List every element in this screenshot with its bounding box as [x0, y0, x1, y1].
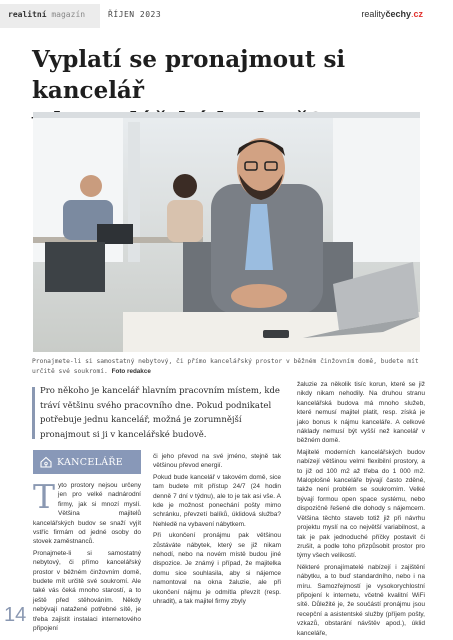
lead-paragraph: Pro někoho je kancelář hlavním pracovním místem, kde tráví většinu svého pracovního dne. Pokud podnikatel potřebuje jednu kancelář, možná je zorumnější pronajmout si ji v kancelářské budově.: [40, 386, 280, 441]
title-line-1: Vyplatí se pronajmout si kancelář: [32, 46, 346, 104]
body-column-3: [297, 380, 425, 640]
drop-cap: T: [33, 477, 56, 516]
magazine-brand: realitní magazín: [8, 10, 86, 19]
body-column-2: [153, 452, 281, 609]
site-logo: realityčechy.cz: [361, 9, 423, 19]
office-photo-illustration: [33, 112, 420, 352]
body-paragraph: či jeho převod na své jméno, stejně tak většinou převod energií.: [153, 453, 281, 470]
body-paragraph: Majitelé moderních kancelářských budov nabízejí většinou velmi flexibilní prostory, a to již od 100 m2 až třeba do 1 000 m2. Maloplošné kanceláře bývají často zděné, takže není problém se soukromím. Velké bývají formou open space systému, nebo dispozičně řešené dle dohody s nájemcem. Většina těchto staveb totiž již při návrhu projektu myslí na co největší variabilnost, a tak je pak jednoduché příčky postavit či zrušit, a podle toho přizpůsobit prostor pro týmy všech velikostí.: [297, 448, 425, 560]
article-photo: [33, 112, 420, 352]
house-key-icon: [39, 455, 53, 469]
body-column-1: [33, 477, 141, 636]
section-box-header: [33, 450, 141, 474]
body-paragraph: Pokud bude kancelář v takovém domě, sice tam budete mít přístup 24/7 (24 hodin denně 7 dní v týdnu), ale to je tak asi vše. A kde je možnost ponechání pošty mimo schránku, převzetí balíků, úklidová služba? Nehledě na vybavení nábytkem.: [153, 473, 281, 528]
body-paragraph: Tyto prostory nejsou určeny jen pro velké nadnárodní firmy, jak si mnozí myslí. Většina majitelů kancelářských budov se snaží vyjít vstříc firmám od jedné osoby do stovek zaměstnanců.: [33, 477, 141, 546]
section-box-title: KANCELÁŘE: [57, 457, 124, 468]
photo-caption: [32, 357, 432, 377]
caption-credit: Foto redakce: [111, 368, 151, 375]
body-paragraph: Při ukončení pronájmu pak většinou zůstáváte nábytek, který se již nikam nehodí, nebo na novém místě budou jiné dispozice. Je známý i případ, že majitelka domu sice souhlasila, aby si nájemce namontoval na okna žaluzie, ale při ukončení nájmu je odmítla převzít (resp. uhradit), a tak majitel firmy zbyly: [153, 532, 281, 606]
caption-text: Pronajmete-li si samostatný nebytový, či přímo kancelářský prostor v běžném činžovním domě, budete mít určitě své soukromí.: [32, 358, 419, 375]
issue-date: ŘÍJEN 2023: [108, 10, 162, 19]
page-number: 14: [4, 604, 27, 626]
page-header: [0, 0, 453, 32]
lead-accent-bar: [32, 387, 35, 439]
body-paragraph: Pronajmete-li si samostatný nebytový, či přímo kancelářský prostor v běžném činžovním domě, budete mít určitě své soukromí. Ale také vás čeká mnoho starostí, a to ještě před stěhováním. Někdy nebývají natažené potřebné sítě, je třeba zajistit instalaci internetového připojení: [33, 549, 141, 633]
body-paragraph: Některé pronajímatelé nabízejí i zajištění nábytku, a to buď standardního, nebo i na míru. Samozřejmostí je vysokorychlostní připojení k internetu, včetně kvalitní WiFi sítě. Důležité je, že součástí pronájmu jsou recepční a asistentské služby (příjem pošty, vzkazů, obstarání návštěv apod.), úklid kanceláře,: [297, 563, 425, 637]
body-paragraph: žaluzie za několik tisíc korun, které se již nikdy nikam nehodily. Na druhou stranu kancelářská budova má mnoho služeb, které nemusí majitel platit, resp. získá je jako bonus k nájmu kanceláře. A celkové náklady nemusí být vyšší než kancelář v běžném domě.: [297, 381, 425, 445]
